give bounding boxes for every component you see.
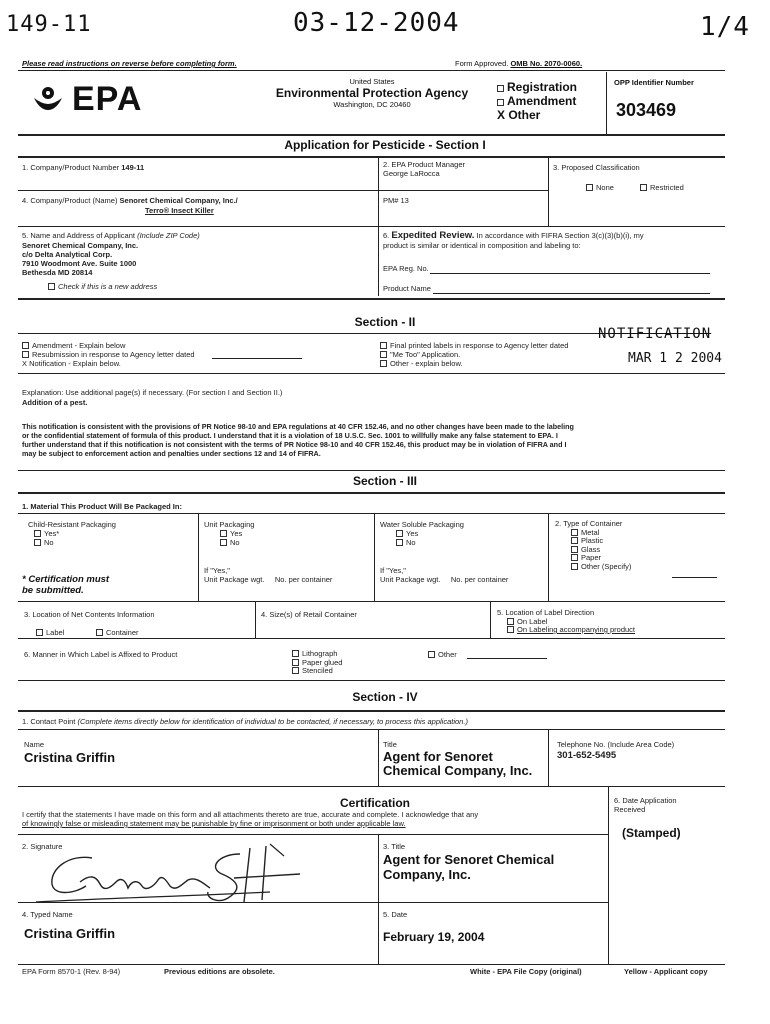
title3-label: 3. Title	[383, 842, 406, 851]
handwritten-page: 1/4	[700, 12, 750, 42]
instructions-note: Please read instructions on reverse before completing form.	[22, 59, 237, 68]
option-amendment[interactable]: Amendment	[497, 94, 577, 108]
direction-on-label[interactable]: On Label	[497, 618, 635, 627]
child-no[interactable]: No	[28, 538, 116, 547]
company-product-name-field: 4. Company/Product (Name) Senoret Chemical Company, Inc./	[22, 196, 238, 205]
epa-logo-text: EPA	[72, 80, 143, 118]
product-name-input[interactable]	[433, 293, 710, 294]
explanation-value: Addition of a pest.	[22, 398, 88, 407]
product-manager-field: 2. EPA Product Manager George LaRocca	[383, 160, 465, 178]
affixed-stenciled[interactable]: Stenciled	[292, 667, 342, 676]
type-glass[interactable]: Glass	[555, 546, 631, 555]
me-too-option[interactable]: "Me Too" Application.	[380, 350, 568, 359]
section2-left-options	[22, 341, 195, 368]
retail-container-size-label: 4. Size(s) of Retail Container	[261, 610, 357, 619]
contact-name-value: Cristina Griffin	[24, 750, 116, 765]
contact-name-label: Name	[24, 740, 45, 749]
classification-none[interactable]: None	[586, 183, 614, 192]
epa-reg-no-input[interactable]	[430, 273, 710, 274]
label-affixed-label: 6. Manner in Which Label is Affixed to Product	[24, 650, 178, 659]
company-product-number-field: 1. Company/Product Number 149-11	[22, 163, 145, 172]
obsolete-note: Previous editions are obsolete.	[164, 967, 275, 976]
explanation-label: Explanation: Use additional page(s) if necessary. (For section I and Section II.)	[22, 388, 283, 397]
section4-title: Section - IV	[352, 690, 418, 704]
label-direction-location: 5. Location of Label Direction On Label On Labeling accompanying product	[497, 608, 635, 634]
net-contents-label-option[interactable]: Label	[36, 628, 64, 637]
child-yes[interactable]: Yes*	[28, 529, 116, 538]
water-yes[interactable]: Yes	[380, 529, 464, 538]
epa-flower-icon	[30, 84, 66, 114]
contact-point-label: 1. Contact Point (Complete items directly below for identification of individual to be contacted, if necessary, to process this application.)	[22, 717, 468, 726]
contact-title-label: Title	[383, 740, 397, 749]
unit-packaging: Unit Packaging Yes No	[204, 520, 255, 547]
epa-reg-no-label: EPA Reg. No.	[383, 264, 429, 273]
date-label: 5. Date	[383, 910, 408, 919]
child-resistant-packaging: Child-Resistant Packaging Yes* No	[28, 520, 116, 547]
unit-yes[interactable]: Yes	[204, 529, 254, 538]
water-package-details: If "Yes," Unit Package wgt. No. per container	[380, 566, 509, 584]
net-contents-container-option[interactable]: Container	[96, 628, 139, 637]
option-other[interactable]: X Other	[497, 108, 541, 122]
typed-name-label: 4. Typed Name	[22, 910, 73, 919]
form-number: EPA Form 8570-1 (Rev. 8-94)	[22, 967, 121, 976]
applicant-label: 5. Name and Address of Applicant (Include ZIP Code)	[22, 231, 200, 240]
opp-label: OPP Identifier Number	[614, 78, 694, 87]
expedited-review: 6. Expedited Review. In accordance with FIFRA Section 3(c)(3)(b)(i), my	[383, 230, 644, 241]
type-other[interactable]: Other (Specify)	[555, 563, 631, 572]
form-approved: Form Approved. OMB No. 2070-0060.	[455, 59, 583, 68]
date-received-label: 6. Date Application Received	[614, 796, 677, 814]
classification-label: 3. Proposed Classification	[553, 163, 640, 172]
direction-on-labeling[interactable]: On Labeling accompanying product	[497, 626, 635, 635]
phone-label: Telephone No. (Include Area Code)	[557, 740, 675, 749]
classification-restricted[interactable]: Restricted	[640, 183, 684, 192]
product-name-value: Terro® Insect Killer	[145, 206, 214, 215]
date-value: February 19, 2004	[383, 930, 485, 944]
pm-number-field: PM# 13	[383, 196, 409, 205]
affixed-other[interactable]: Other	[428, 650, 457, 659]
new-address-checkbox[interactable]: Check if this is a new address	[48, 282, 157, 291]
label-affixed-options	[292, 650, 342, 676]
other-option[interactable]: Other - explain below.	[380, 359, 568, 368]
white-copy-note: White - EPA File Copy (original)	[470, 967, 582, 976]
signature-label: 2. Signature	[22, 842, 63, 851]
handwritten-date: 03-12-2004	[293, 8, 460, 38]
unit-no[interactable]: No	[204, 538, 254, 547]
stamped-note: (Stamped)	[622, 826, 681, 840]
date-stamp: MAR 1 2 2004	[628, 351, 722, 366]
typed-name-value: Cristina Griffin	[24, 926, 116, 941]
net-contents-label: 3. Location of Net Contents Information	[24, 610, 155, 619]
notification-option[interactable]: X Notification - Explain below.	[22, 359, 121, 368]
amendment-option[interactable]: Amendment - Explain below	[22, 341, 195, 350]
handwritten-signature	[30, 840, 330, 905]
final-labels-option[interactable]: Final printed labels in response to Agency letter dated	[380, 341, 568, 350]
container-type: 2. Type of Container Metal Plastic Glass Paper Other (Specify)	[555, 519, 632, 571]
handwritten-product-number: 149-11	[6, 12, 92, 37]
affixed-lithograph[interactable]: Lithograph	[292, 650, 342, 659]
type-plastic[interactable]: Plastic	[555, 537, 631, 546]
section3-title: Section - III	[352, 474, 417, 488]
title3-value: Agent for Senoret Chemical Company, Inc.	[383, 852, 555, 882]
expedited-review-text: product is similar or identical in composition and labeling to:	[383, 241, 581, 250]
contact-title-value: Agent for Senoret Chemical Company, Inc.	[383, 749, 533, 778]
water-soluble-packaging: Water Soluble Packaging Yes No	[380, 520, 464, 547]
affixed-paper-glued[interactable]: Paper glued	[292, 659, 342, 668]
option-registration[interactable]: Registration	[497, 80, 577, 94]
agency-block: United States Environmental Protection Agency Washington, DC 20460	[275, 77, 469, 109]
resubmission-option[interactable]: Resubmission in response to Agency letter dated	[22, 350, 195, 359]
yellow-copy-note: Yellow - Applicant copy	[624, 967, 708, 976]
certification-text: I certify that the statements I have made on this form and all attachments thereto are true, accurate and complete. I acknowledge that any of knowingly false or misleading statement may be punishable by fine or imprisonment or both under applicable law.	[22, 810, 479, 828]
applicant-address: Senoret Chemical Company, Inc. c/o Delta Analytical Corp. 7910 Woodmont Ave. Suite 1000 Bethesda MD 20814	[22, 241, 139, 277]
application-type-options	[497, 80, 577, 122]
phone-value: 301-652-5495	[557, 750, 617, 761]
water-no[interactable]: No	[380, 538, 464, 547]
packaging-question: 1. Material This Product Will Be Packaged In:	[22, 502, 182, 511]
section2-title: Section - II	[354, 315, 416, 329]
notification-statement: This notification is consistent with the provisions of PR Notice 98-10 and EPA regulations at 40 CFR 152.46, and no other changes have been made to the labeling or the confidential statement of formula of this product. I understand that it is a violation of 18 U.S.C. Sec. 1001 to willfully make any false statement to EPA. I further understand that if this notification is not consistent with the terms of PR Notice 98-10 and 40 CFR 152.46, this product may be in violation of FIFRA and I may be subject to enforcement action and penalties under sections 12 and 14 of FIFRA.	[22, 422, 574, 458]
notification-stamp: NOTIFICATION	[598, 326, 712, 342]
type-paper[interactable]: Paper	[555, 554, 631, 563]
unit-package-details: If "Yes," Unit Package wgt. No. per container	[204, 566, 333, 584]
certification-note: * Certification must be submitted.	[22, 574, 110, 596]
opp-number: 303469	[616, 100, 677, 120]
certification-title: Certification	[339, 796, 410, 810]
section1-title: Application for Pesticide - Section I	[284, 138, 486, 152]
section2-right-options	[380, 341, 568, 368]
type-metal[interactable]: Metal	[555, 529, 631, 538]
product-name-label: Product Name	[383, 284, 431, 293]
